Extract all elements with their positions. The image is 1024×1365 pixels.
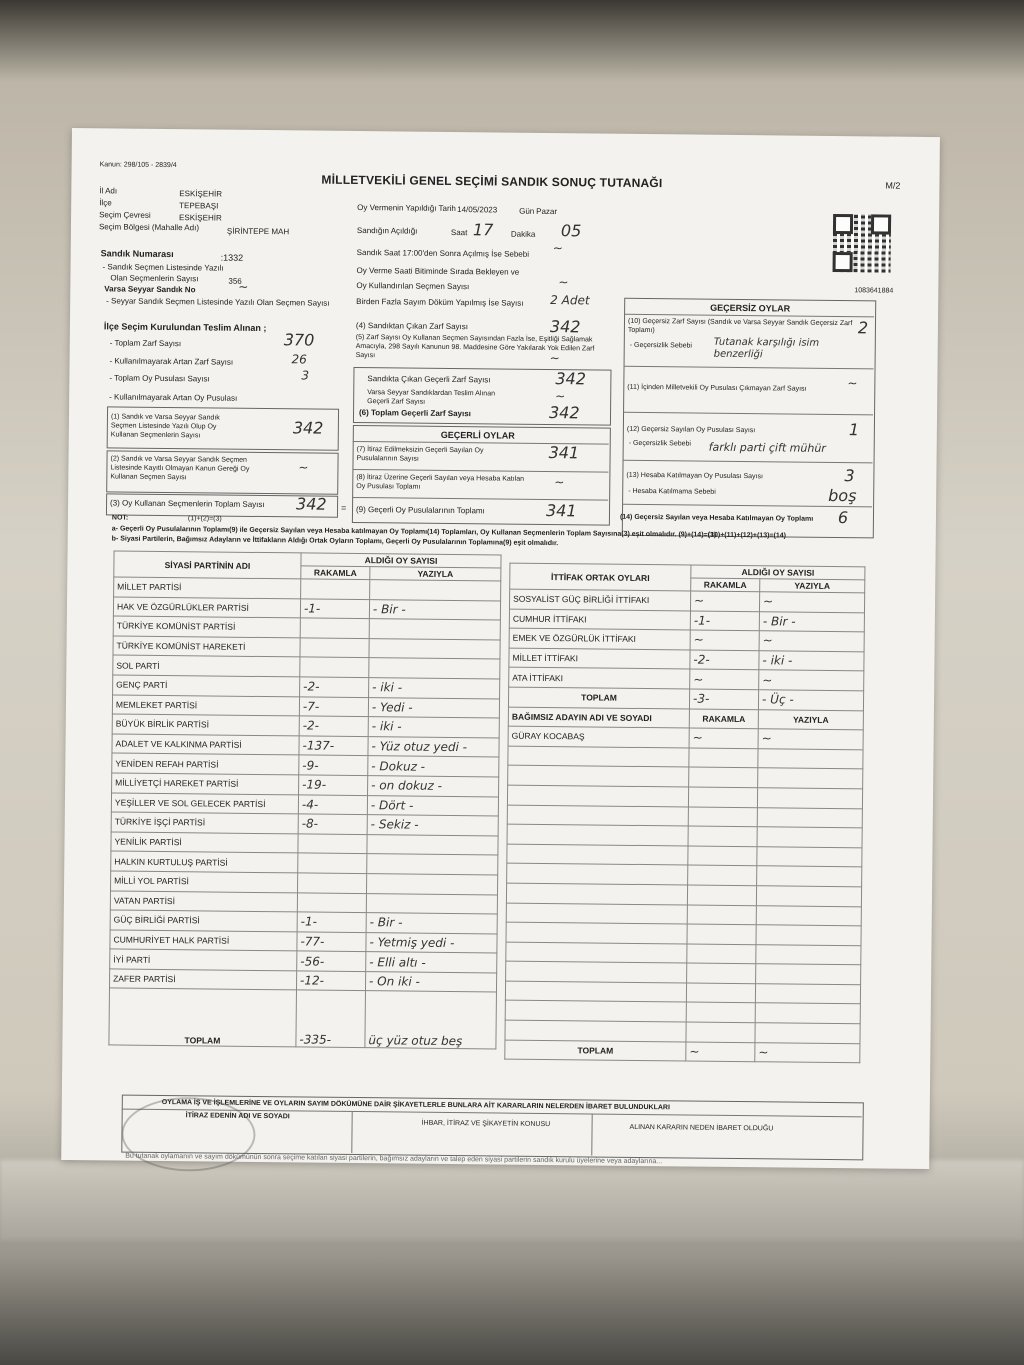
pusula-value: 3 [301,368,310,383]
independent-empty-num [688,787,757,807]
party-text: - On iki - [365,971,496,992]
party-num: -56- [297,951,366,971]
party-num [300,618,369,638]
party-num: -1- [297,912,366,932]
col-independent-text: YAZIYLA [758,709,863,730]
alliance-num: -1- [690,611,759,631]
alliance-num: ~ [690,630,759,650]
party-name: YEŞİLLER VE SOL GELECEK PARTİSİ [111,792,298,814]
alliance-text: ~ [759,670,864,691]
col-alliance-votes: ALDIĞI OY SAYISI [691,565,865,580]
alliance-num: -2- [690,650,759,670]
party-text: - Bir - [369,599,500,620]
col-votes: ALDIĞI OY SAYISI [301,553,501,568]
col-independent-num: RAKAMLA [689,709,758,729]
party-num [298,834,367,854]
r3-value: 342 [295,494,327,514]
party-name: SOL PARTİ [113,655,300,677]
r6-value: 342 [548,403,580,423]
col-party-name: SİYASİ PARTİNİN ADI [114,551,301,579]
party-total-label: TOPLAM [109,988,297,1047]
party-text: - Dört - [367,795,498,816]
party-num: -19- [299,775,368,795]
date-value: 14/05/2023 [457,205,498,215]
day-label: Gün [519,206,535,216]
dakika-value: 05 [560,221,582,241]
cevre-label: Seçim Çevresi [99,210,151,220]
party-name: GENÇ PARTİ [113,675,300,697]
not-label: NOT: [111,514,129,522]
party-text [367,874,498,895]
after17-label: Sandık Saat 17:00'den Sonra Açılmış İse Sebebi [356,247,530,259]
col-num: RAKAMLA [301,566,370,580]
independent-empty-name [508,765,689,786]
alliance-name: SOSYALİST GÜÇ BİRLİĞİ İTTİFAKI [509,589,690,610]
pusula-label: - Toplam Oy Pusulası Sayısı [109,373,210,384]
r7-value: 341 [548,443,580,463]
list-count: 356 [228,276,242,286]
independent-empty-text [756,886,861,907]
r11-label: (11) İçinden Milletvekili Oy Pusulası Çıkmayan Zarf Sayısı [627,383,807,393]
teslim-heading: İlçe Seçim Kurulundan Teslim Alınan ; [103,321,267,334]
complaints-col-2: İHBAR, İTİRAZ VE ŞİKAYETİN KONUSU [421,1119,551,1129]
party-text: - on dokuz - [368,776,499,797]
formula-1: (1)+(2)=(3) [187,515,222,523]
party-total-num: -335- [296,990,366,1048]
sebep13-label: - Hesaba Katılmama Sebebi [628,487,716,496]
independent-empty-text [755,1003,860,1024]
party-text: - Dokuz - [368,756,499,777]
dakika-label: Dakika [510,229,536,239]
r9-label: (9) Geçerli Oy Pusulalarının Toplamı [355,504,485,516]
party-num: -9- [299,755,368,775]
r9-value: 341 [545,500,577,521]
multi-value: 2 Adet [550,293,590,308]
party-name: HAK VE ÖZGÜRLÜKLER PARTİSİ [113,597,300,619]
col-alliance-name: İTTİFAK ORTAK OYLARI [510,563,691,591]
party-name: YENİLİK PARTİSİ [111,832,298,854]
independent-empty-num [686,1002,755,1022]
independent-empty-num [687,924,756,944]
party-num: -8- [298,814,367,834]
late-label-2: Oy Kullandırılan Seçmen Sayısı [356,280,470,292]
complaints-heading: OYLAMA İŞ VE İŞLEMLERİNE VE OYLARIN SAYIM DÖKÜMÜNE DAİR ŞİKAYETLERLE BUNLARA AİT KARARLARIN NELERDEN İBARET BULUNDUKLARI [161,1098,670,1112]
form-title: MİLLETVEKİLİ GENEL SEÇİMİ SANDIK SONUÇ TUTANAĞI [321,172,663,191]
party-name: İYİ PARTİ [110,949,297,971]
footer-note: Bu tutanak oylamanın ve sayım dökümünün sonra seçime katılan siyasi partilerin, bağımsız adayların ve talep eden siyasi partilerin sandık kurulu üyelerine veya adaylarına... [125,1152,663,1166]
party-num: -137- [299,736,368,756]
col-alliance-num: RAKAMLA [691,578,760,592]
party-name: ZAFER PARTİSİ [109,969,296,991]
after17-value: ~ [552,241,563,256]
il-value: ESKİŞEHİR [179,189,223,199]
complaints-col-1: İTİRAZ EDENİN ADI VE SOYADI [185,1112,290,1121]
party-name: BÜYÜK BİRLİK PARTİSİ [112,714,299,736]
party-name: MİLLET PARTİSİ [114,577,301,599]
ilce-label: İlçe [99,198,112,208]
r5-label: (5) Zarf Sayısı Oy Kullanan Seçmen Sayısından Fazla İse, Eşitliği Sağlamak Amacıyla, 298 Sayılı Kanunun 98. Maddesine Göre Yakılarak Yok Edilen Zarf Sayısı [355,333,595,360]
r13-label: (13) Hesaba Katılmayan Oy Pusulası Sayısı [626,471,763,481]
independent-empty-num [688,826,757,846]
alliance-text: ~ [759,631,864,652]
independent-empty-text [757,827,862,848]
sebep13-value: boş [828,485,857,506]
alliance-name: CUMHUR İTTİFAKI [509,609,690,630]
form-code: M/2 [885,180,901,191]
list-label-2: Olan Seçmenlerin Sayısı [110,273,199,284]
independent-empty-text [756,925,861,946]
seyyar-zarf-value: ~ [555,389,566,404]
alliances-table [504,563,865,1064]
r10-label: (10) Geçersiz Zarf Sayısı (Sandık ve Varsa Seyyar Sandık Geçersiz Zarf Toplamı) [627,317,853,335]
independent-empty-text [755,1023,860,1044]
r8-value: ~ [554,475,565,490]
background-blur [0,1160,1024,1240]
gecerli-zarf-label: Sandıkta Çıkan Geçerli Zarf Sayısı [367,374,491,385]
independent-empty-name [505,1001,686,1022]
independent-empty-name [507,805,688,826]
independent-empty-num [688,807,757,827]
party-name: TÜRKİYE KOMÜNİST PARTİSİ [113,616,300,638]
r8-label: (8) İtiraz Üzerine Geçerli Sayılan veya Hesaba Katılan Oy Pusulası Toplamı [356,473,525,491]
zarf-value: 370 [283,330,315,350]
r11-value: ~ [847,376,858,391]
il-label: İl Adı [99,186,118,196]
independent-empty-name [506,961,687,982]
alliance-total-text: - Üç - [758,690,863,711]
independent-total-label: TOPLAM [505,1040,686,1061]
party-name: MİLLİ YOL PARTİSİ [111,871,298,893]
gecerli-zarf-value: 342 [555,369,587,389]
independent-empty-text [758,748,863,769]
alliance-text: - Bir - [759,611,864,632]
party-name: GÜÇ BİRLİĞİ PARTİSİ [110,910,297,932]
alliance-name: ATA İTTİFAKI [509,667,690,688]
col-text: YAZIYLA [370,567,501,581]
sebep12-value: farklı parti çift mühür [708,440,826,455]
sebep-value: Tutanak karşılığı isim benzerliği [713,336,820,361]
r1-label: (1) Sandık ve Varsa Seyyar Sandık Seçmen Listesinde Yazılı Olup Oy Kullanan Seçmenlerin Sayısı [110,413,220,440]
sandik-no-label: Sandık Numarası [100,248,174,260]
r5-value: ~ [549,351,560,366]
alliance-total-label: TOPLAM [508,687,689,708]
independent-empty-num [687,904,756,924]
sebep12-label: - Geçersizlik Sebebi [628,439,692,448]
party-num: -1- [300,599,369,619]
independent-total-text: ~ [755,1042,860,1063]
independent-empty-name [507,863,688,884]
independent-empty-text [758,768,863,789]
artan-pusula-label: - Kullanılmayarak Artan Oy Pusulası [109,392,238,403]
independent-empty-num [687,944,756,964]
party-text: - Sekiz - [367,815,498,836]
party-name: TÜRKİYE KOMÜNİST HAREKETİ [113,636,300,658]
r4-label: (4) Sandıktan Çıkan Zarf Sayısı [355,320,469,332]
r2-label: (2) Sandık ve Varsa Seyyar Sandık Seçmen Listesinde Kayıtlı Olmayan Kanun Gereği Oy Kullanan Seçmen Sayısı [110,455,250,482]
independent-empty-text [755,984,860,1005]
independent-empty-num [688,865,757,885]
late-value: ~ [558,275,569,290]
independent-empty-text [757,788,862,809]
independent-num: ~ [689,728,758,748]
party-num: -12- [296,971,365,991]
party-text [369,619,500,640]
party-num [297,892,366,912]
party-text: - Bir - [366,913,497,934]
r6-label: (6) Toplam Geçerli Zarf Sayısı [358,408,471,419]
qr-code [833,214,892,273]
opened-label: Sandığın Açıldığı [356,225,418,236]
col-independent-name: BAĞIMSIZ ADAYIN ADI VE SOYADI [508,707,689,728]
note-b: b- Siyasi Partilerin, Bağımsız Adayların ve İttifakların Aldığı Ortak Oyların Toplamı, Geçerli Oy Pusulalarının Toplamına(9) eşit olmalıdır. [111,535,559,548]
independent-empty-name [505,1020,686,1041]
independent-empty-num [688,846,757,866]
party-text: - iki - [368,717,499,738]
eq-sign: = [340,502,347,513]
party-num [298,853,367,873]
alliance-total-num: -3- [689,689,758,709]
party-name: TÜRKİYE İŞÇİ PARTİSİ [111,812,298,834]
gecersiz-heading: GEÇERSİZ OYLAR [710,302,791,314]
gecerli-heading: GEÇERLİ OYLAR [440,429,515,441]
party-num: -4- [298,794,367,814]
independent-empty-num [686,1022,755,1042]
party-name: HALKIN KURTULUŞ PARTİSİ [111,851,298,873]
seyyar-zarf-label: Varsa Seyyar Sandıklardan Teslim Alınan Geçerli Zarf Sayısı [367,389,496,406]
party-name: VATAN PARTİSİ [110,890,297,912]
party-name: YENİDEN REFAH PARTİSİ [112,753,299,775]
party-name: MİLLİYETÇİ HAREKET PARTİSİ [112,773,299,795]
independent-empty-text [757,807,862,828]
party-num: -2- [300,677,369,697]
r14-value: 6 [837,508,849,528]
independent-name: GÜRAY KOCABAŞ [508,726,689,747]
sandik-no-value: :1332 [220,252,244,263]
party-name: MEMLEKET PARTİSİ [112,695,299,717]
seyyar-list-label: - Seyyar Sandık Seçmen Listesinde Yazılı Olan Seçmen Sayısı [106,296,330,308]
r4-value: 342 [549,317,581,337]
party-total-text: üç yüz otuz beş [365,991,497,1049]
result-form [61,128,940,1169]
independent-empty-text [756,944,861,965]
party-num [301,579,370,599]
independent-empty-num [686,983,755,1003]
independent-total-num: ~ [686,1042,755,1062]
artan-zarf-value: 26 [291,352,307,367]
independent-empty-num [689,748,758,768]
saat-value: 17 [472,220,494,240]
r14-label: (14) Geçersiz Sayılan veya Hesaba Katılmayan Oy Toplamı [619,513,814,523]
independent-empty-name [507,824,688,845]
sebep-label: - Geçersizlik Sebebi [629,341,693,350]
independent-empty-name [506,883,687,904]
seyyar-label: Varsa Seyyar Sandık No [104,284,196,295]
party-text: - Yetmiş yedi - [366,932,497,953]
r10-value: 2 [857,318,869,338]
party-text: - Elli altı - [366,952,497,973]
independent-empty-name [507,844,688,865]
complaints-col-3: ALINAN KARARIN NEDEN İBARET OLDUĞU [629,1123,774,1133]
independent-empty-name [508,746,689,767]
party-text [367,834,498,855]
independent-empty-text [757,846,862,867]
party-name: CUMHURİYET HALK PARTİSİ [110,930,297,952]
list-label-1: - Sandık Seçmen Listesinde Yazılı [102,262,224,273]
official-stamp [121,1097,256,1172]
late-label: Oy Verme Saati Bitiminde Sırada Bekleyen ve [356,265,520,277]
independent-empty-num [689,767,758,787]
party-num [298,873,367,893]
independent-text: ~ [758,729,863,750]
party-num: -2- [299,716,368,736]
independent-empty-name [506,903,687,924]
party-num: -77- [297,932,366,952]
alliance-num: ~ [690,669,759,689]
alliance-num: ~ [690,591,759,611]
cevre-value: ESKİŞEHİR [179,213,222,223]
independent-empty-name [506,922,687,943]
r3-label: (3) Oy Kullanan Seçmenlerin Toplam Sayısı [110,498,265,510]
party-num: -7- [299,696,368,716]
party-text: - Yüz otuz yedi - [368,736,499,757]
independent-empty-text [757,866,862,887]
seyyar-value: ~ [238,279,249,294]
independent-empty-name [506,942,687,963]
r7-label: (7) İtiraz Edilmeksizin Geçerli Sayılan Oy Pusulalarının Sayısı [356,445,484,463]
party-text: - Yedi - [368,697,499,718]
alliance-name: MİLLET İTTİFAKI [509,648,690,669]
date-label: Oy Vermenin Yapıldığı Tarih [357,202,456,214]
independent-empty-text [756,964,861,985]
r2-value: ~ [298,460,309,475]
saat-label: Saat [450,227,468,238]
gecersiz-formula: (10)+(11)+(12)+(13)=(14) [707,531,787,540]
zarf-label: - Toplam Zarf Sayısı [109,338,182,349]
r13-value: 3 [844,466,855,486]
party-text [369,638,500,659]
r12-label: (12) Geçersiz Sayılan Oy Pusulası Sayısı [626,425,756,435]
party-name: ADALET VE KALKINMA PARTİSİ [112,734,299,756]
independent-empty-num [687,885,756,905]
alliance-text: ~ [759,592,864,613]
barcode-number: 1083641884 [854,287,894,295]
artan-zarf-label: - Kullanılmayarak Artan Zarf Sayısı [109,356,234,367]
col-alliance-text: YAZIYLA [760,579,865,593]
independent-empty-num [687,963,756,983]
ilce-value: TEPEBAŞI [179,201,219,211]
bolge-label: Seçim Bölgesi (Mahalle Adı) [98,222,200,233]
parties-table [108,550,501,1050]
r1-value: 342 [292,418,324,438]
day-value: Pazar [536,206,558,217]
bolge-value: ŞİRİNTEPE MAH [226,226,290,237]
independent-empty-name [507,785,688,806]
party-text [367,854,498,875]
alliance-text: - iki - [759,651,864,672]
party-num [300,638,369,658]
r12-value: 1 [848,420,860,440]
independent-empty-text [756,905,861,926]
party-text [369,658,500,679]
note-a: a- Geçerli Oy Pusulalarının Toplamı(9) ile Geçersiz Sayılan veya Hesaba katılmayan Oy Toplamı(14) Toplamları, Oy Kullanan Seçmenlerin Toplam Sayısına(3) eşit olmalıdır. (9)+(14)=(3) [111,525,717,539]
multi-label: Birden Fazla Sayım Döküm Yapılmış İse Sayısı [356,296,524,308]
party-text: - iki - [369,678,500,699]
party-text [370,580,501,601]
independent-empty-name [505,981,686,1002]
alliance-name: EMEK VE ÖZGÜRLÜK İTTİFAKI [509,628,690,649]
law-reference: Kanun: 298/105 - 2839/4 [99,161,177,170]
party-text [366,893,497,914]
party-num [300,657,369,677]
